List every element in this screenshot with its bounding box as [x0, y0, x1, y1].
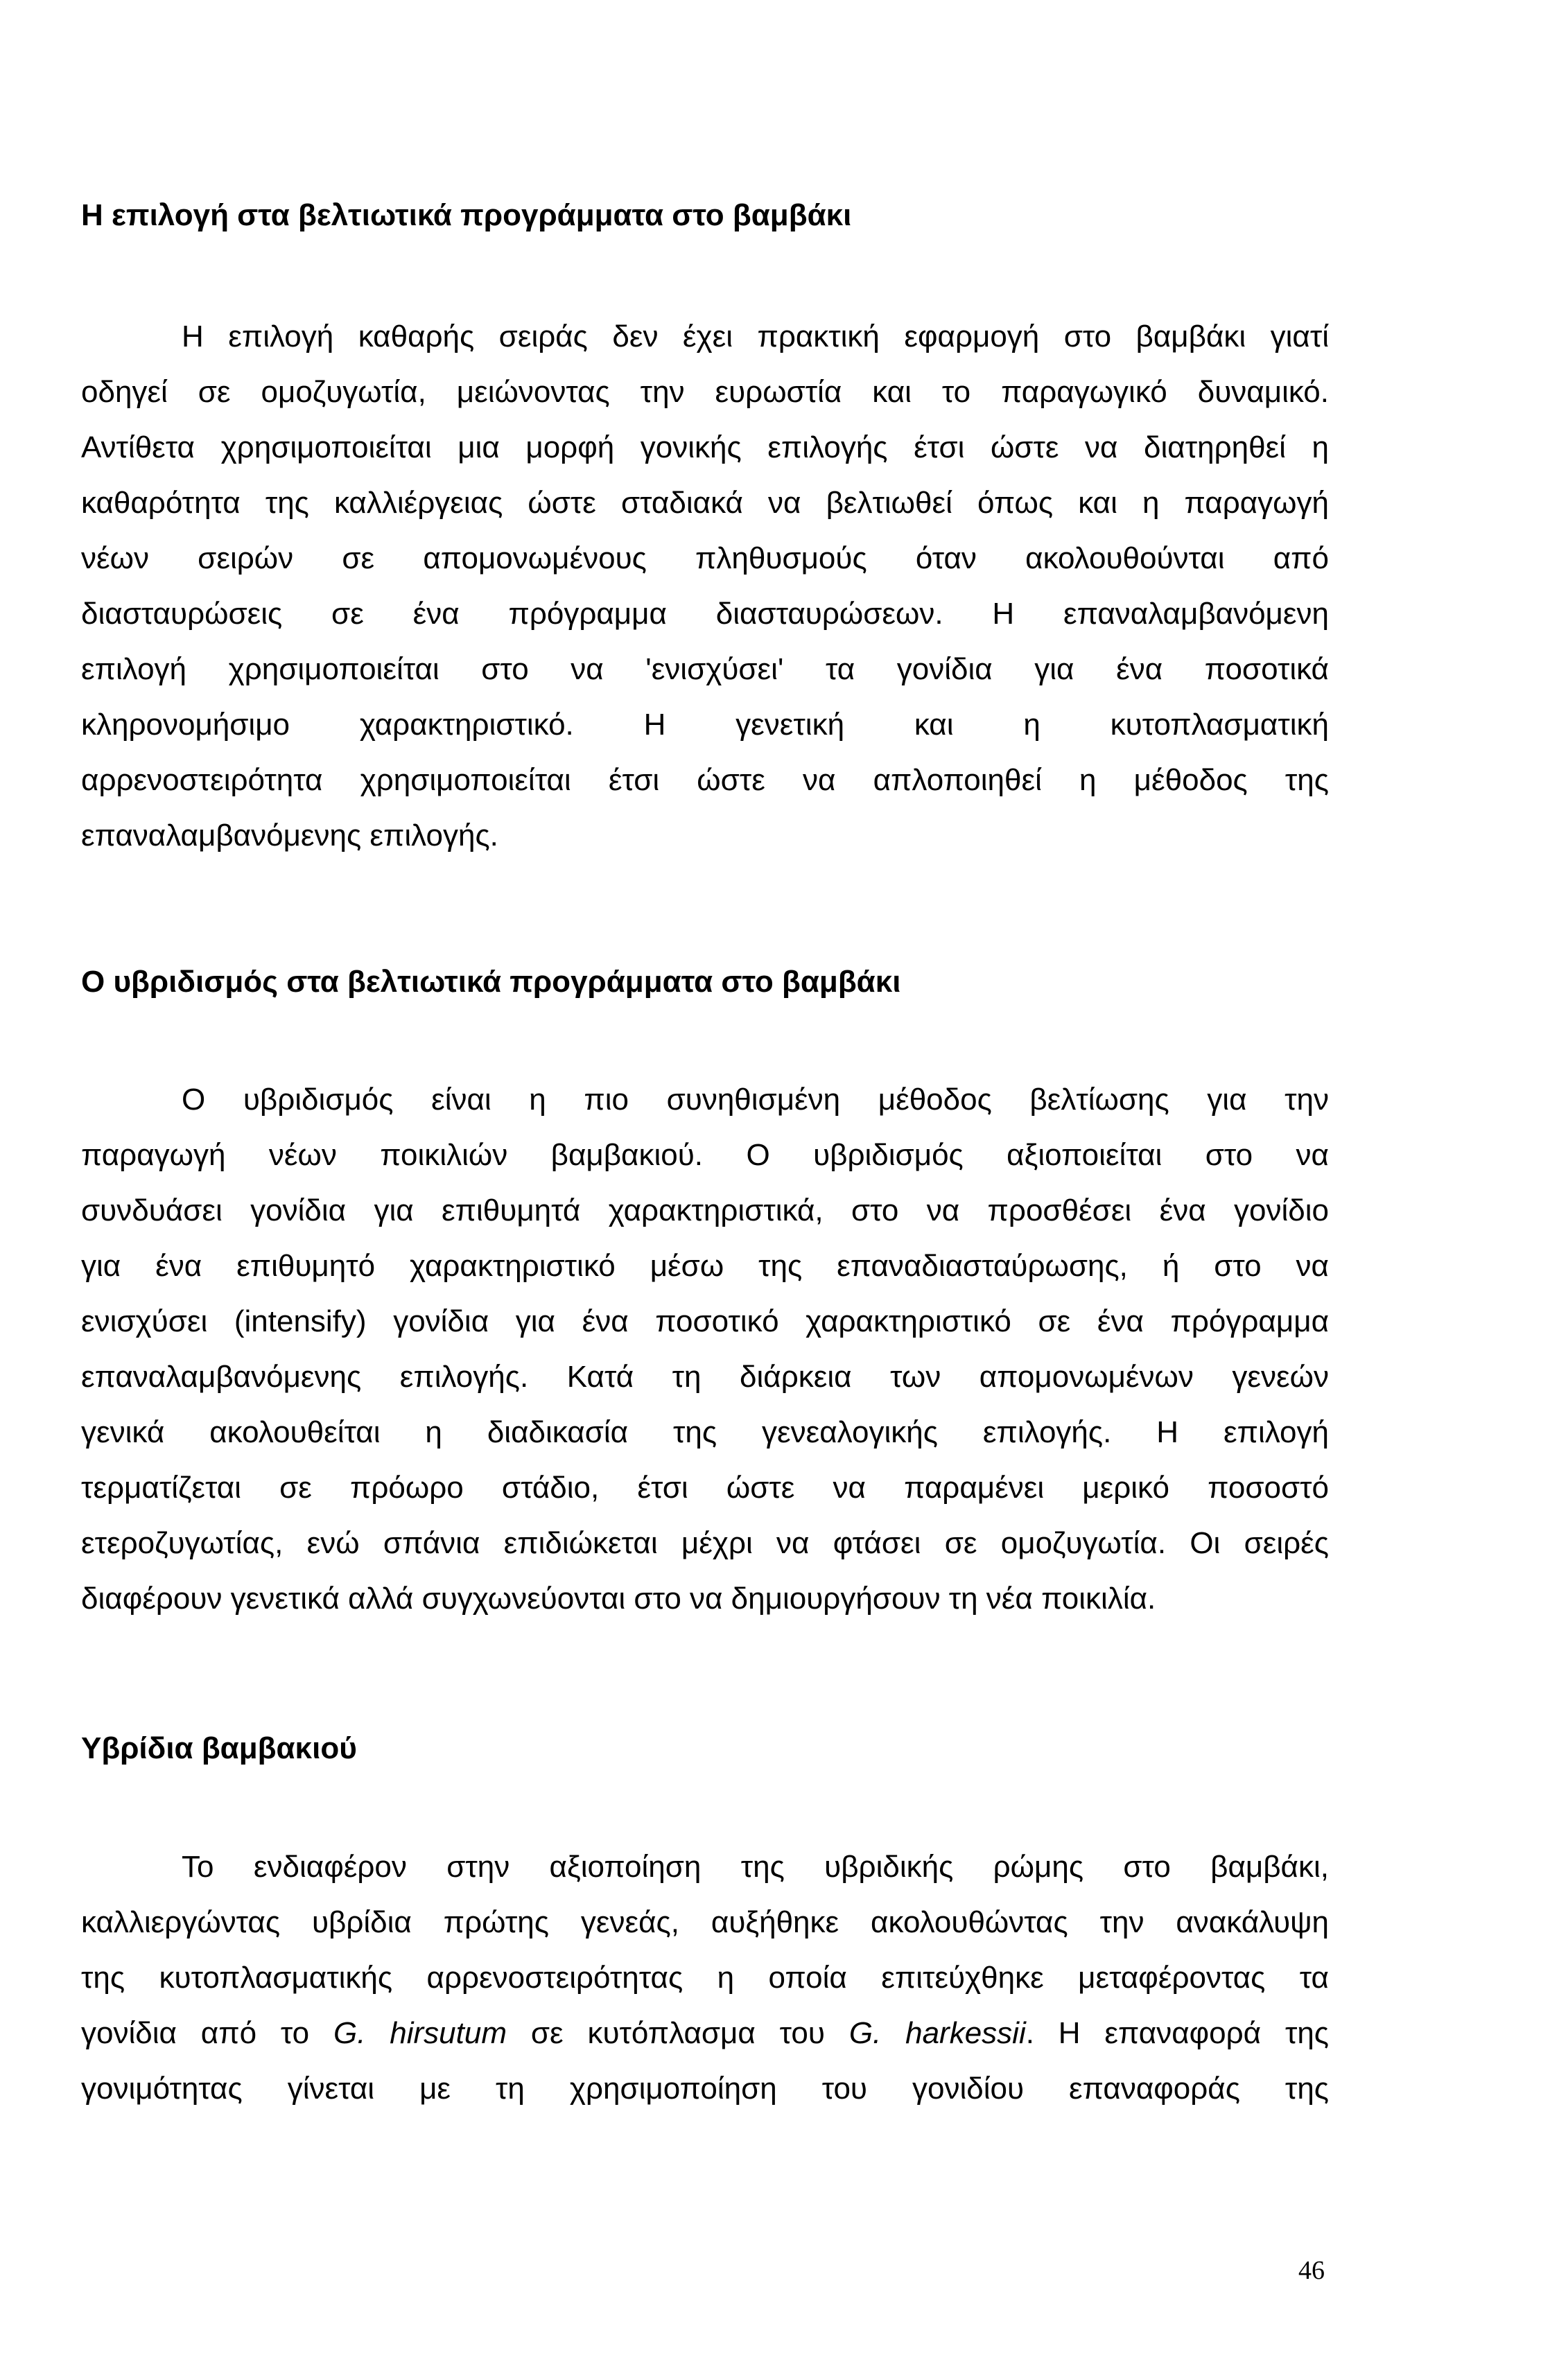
paragraph-cotton-hybrids: [81, 1839, 1329, 2117]
text-line: τερματίζεται σε πρόωρο στάδιο, έτσι ώστε να παραμένει μερικό ποσοστό: [81, 1471, 1329, 1505]
paragraph-hybridization: [81, 1072, 1329, 1627]
text-line: αρρενοστειρότητα χρησιμοποιείται έτσι ώστε να απλοποιηθεί η μέθοδος της: [81, 763, 1329, 797]
section-heading-selection: Η επιλογή στα βελτιωτικά προγράμματα στο βαμβάκι: [81, 198, 852, 232]
text-line: επιλογή χρησιμοποιείται στο να 'ενισχύσει' τα γονίδια για ένα ποσοτικά: [81, 652, 1329, 686]
text-line: ενισχύσει (intensify) γονίδια για ένα ποσοτικό χαρακτηριστικό σε ένα πρόγραμμα: [81, 1304, 1329, 1338]
text-line: διαφέρουν γενετικά αλλά συγχωνεύονται στο να δημιουργήσουν τη νέα ποικιλία.: [81, 1582, 1156, 1616]
text-line: γονίδια από το G. hirsutum σε κυτόπλασμα του G. harkessii. Η επαναφορά της: [81, 2016, 1330, 2050]
text-line: Το ενδιαφέρον στην αξιοποίηση της υβριδικής ρώμης στο βαμβάκι,: [182, 1850, 1329, 1884]
text-line: γονιμότητας γίνεται με τη χρησιμοποίηση του γονιδίου επαναφοράς της: [81, 2072, 1329, 2106]
text-line: καθαρότητα της καλλιέργειας ώστε σταδιακά να βελτιωθεί όπως και η παραγωγή: [81, 486, 1329, 520]
text-line: της κυτοπλασματικής αρρενοστειρότητας η οποία επιτεύχθηκε μεταφέροντας τα: [81, 1961, 1329, 1995]
text-line: Ο υβριδισμός είναι η πιο συνηθισμένη μέθοδος βελτίωσης για την: [182, 1083, 1329, 1117]
text-line: διασταυρώσεις σε ένα πρόγραμμα διασταυρώσεων. Η επαναλαμβανόμενη: [81, 597, 1329, 631]
text-line: επαναλαμβανόμενης επιλογής. Κατά τη διάρκεια των απομονωμένων γενεών: [81, 1360, 1329, 1394]
text-line: γενικά ακολουθείται η διαδικασία της γενεαλογικής επιλογής. Η επιλογή: [81, 1415, 1329, 1449]
section-heading-hybridization: Ο υβριδισμός στα βελτιωτικά προγράμματα στο βαμβάκι: [81, 965, 901, 999]
text-line: νέων σειρών σε απομονωμένους πληθυσμούς όταν ακολουθούνται από: [81, 541, 1329, 575]
text-line: κληρονομήσιμο χαρακτηριστικό. Η γενετική και η κυτοπλασματική: [81, 708, 1329, 742]
text-line: Αντίθετα χρησιμοποιείται μια μορφή γονικής επιλογής έτσι ώστε να διατηρηθεί η: [81, 430, 1329, 464]
text-line: επαναλαμβανόμενης επιλογής.: [81, 819, 498, 852]
species-name: G. harkessii: [848, 2016, 1026, 2050]
text-line: παραγωγή νέων ποικιλιών βαμβακιού. Ο υβριδισμός αξιοποιείται στο να: [81, 1138, 1329, 1172]
text-line: για ένα επιθυμητό χαρακτηριστικό μέσω της επαναδιασταύρωσης, ή στο να: [81, 1249, 1329, 1283]
text-line: οδηγεί σε ομοζυγωτία, μειώνοντας την ευρωστία και το παραγωγικό δυναμικό.: [81, 375, 1329, 409]
page-number: 46: [1298, 2256, 1325, 2285]
section-heading-cotton-hybrids: Υβρίδια βαμβακιού: [81, 1731, 357, 1765]
text-line: συνδυάσει γονίδια για επιθυμητά χαρακτηριστικά, στο να προσθέσει ένα γονίδιο: [81, 1193, 1329, 1227]
paragraph-selection: [81, 309, 1329, 864]
species-name: G. hirsutum: [333, 2016, 507, 2050]
text-line: ετεροζυγωτίας, ενώ σπάνια επιδιώκεται μέχρι να φτάσει σε ομοζυγωτία. Οι σειρές: [81, 1526, 1329, 1560]
text-line: καλλιεργώντας υβρίδια πρώτης γενεάς, αυξήθηκε ακολουθώντας την ανακάλυψη: [81, 1905, 1329, 1939]
text-line: Η επιλογή καθαρής σειράς δεν έχει πρακτική εφαρμογή στο βαμβάκι γιατί: [182, 320, 1329, 353]
